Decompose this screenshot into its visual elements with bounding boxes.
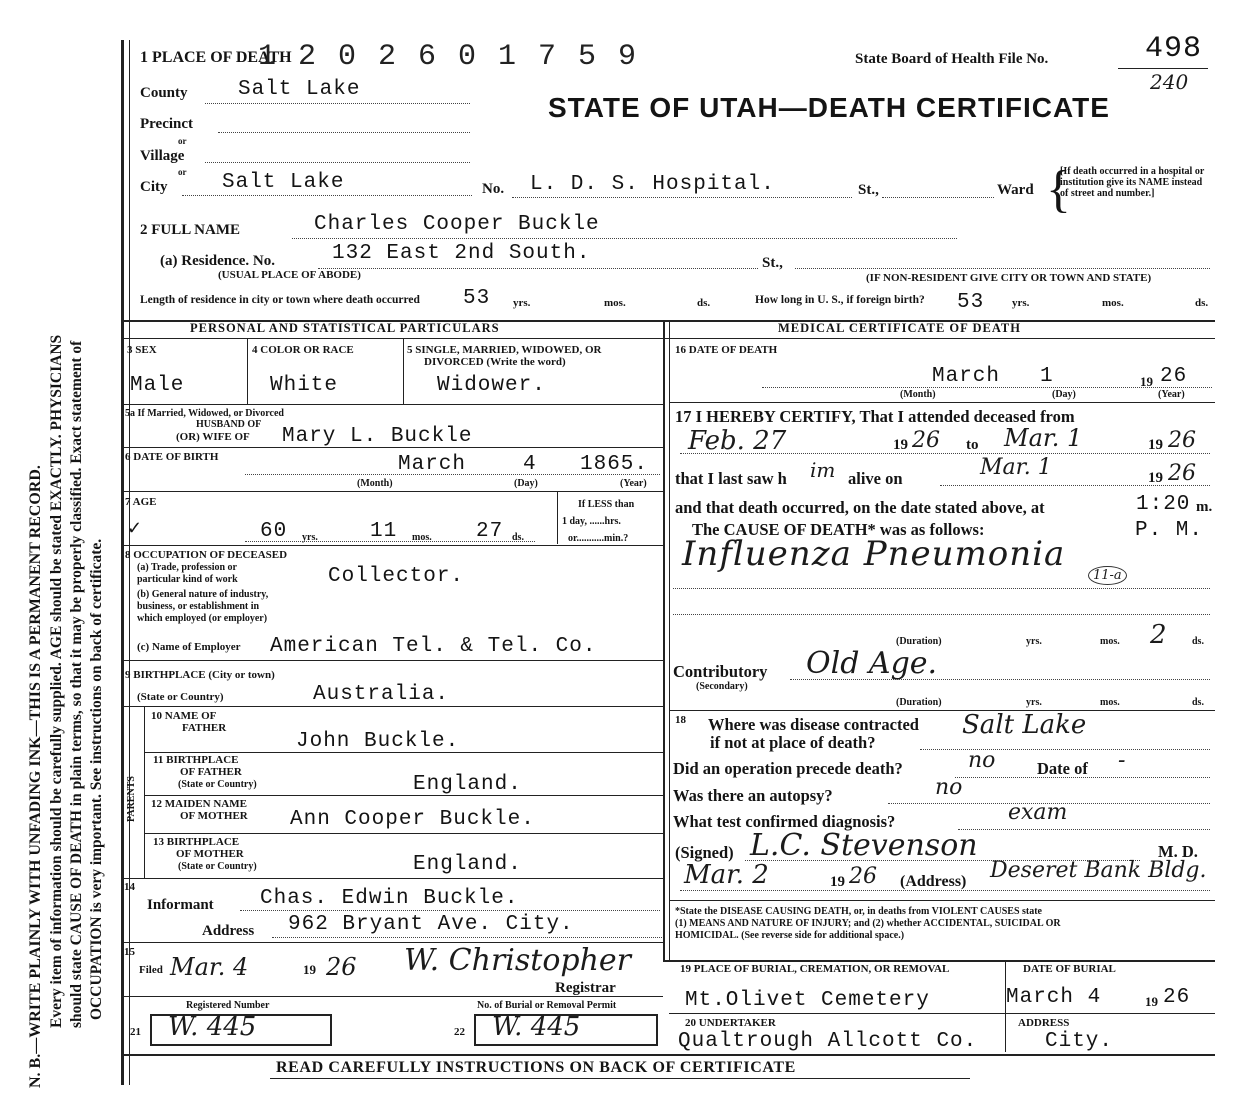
last-saw-date: Mar. 1	[980, 455, 1052, 480]
registrar-label: Registrar	[555, 980, 616, 996]
dob-year: 1865.	[580, 453, 649, 476]
burial-date-label: DATE OF BURIAL	[1023, 963, 1116, 975]
footer-instructions: READ CAREFULLY INSTRUCTIONS ON BACK OF CERTIFICATE	[276, 1059, 796, 1076]
spouse-value: Mary L. Buckle	[282, 425, 473, 448]
county-label: County	[140, 85, 188, 101]
employer-label: (c) Name of Employer	[137, 641, 241, 653]
county-value: Salt Lake	[238, 78, 361, 101]
filed-year: 26	[326, 953, 357, 981]
place-of-death-label: 1 PLACE OF DEATH	[140, 49, 292, 66]
length-residence-label: Length of residence in city or town where death occurred	[140, 294, 420, 306]
city-value: Salt Lake	[222, 171, 345, 194]
informant-label: Informant	[147, 897, 214, 913]
spouse-label: 5a If Married, Widowed, or Divorced	[125, 408, 284, 419]
test-value: exam	[1008, 800, 1068, 825]
margin-instruction-1: Every item of information should be carefully supplied. AGE should be stated EXACTLY. PHYSICIANS	[48, 334, 65, 1028]
certificate-title: STATE OF UTAH—DEATH CERTIFICATE	[548, 92, 1110, 123]
last-saw-year: 26	[1168, 461, 1196, 486]
contributory-label: Contributory	[673, 662, 768, 681]
employer-value: American Tel. & Tel. Co.	[270, 635, 597, 658]
contracted-label: Where was disease contracted	[708, 715, 919, 734]
burial-permit-label: No. of Burial or Removal Permit	[477, 1000, 617, 1011]
us-residence-years: 53	[957, 291, 985, 314]
time-of-death: 1:20	[1136, 493, 1191, 516]
sex-value: Male	[130, 374, 185, 397]
birthplace-label: 9 BIRTHPLACE (City or town)	[125, 669, 275, 681]
father-birthplace-value: England.	[413, 773, 522, 796]
signature-year: 26	[849, 864, 877, 889]
burial-place-value: Mt.Olivet Cemetery	[685, 989, 930, 1012]
age-label: 7 AGE	[125, 496, 157, 508]
father-birthplace-label: 11 BIRTHPLACE	[153, 754, 239, 766]
registered-number-label: Registered Number	[186, 1000, 270, 1011]
cause-instructions: *State the DISEASE CAUSING DEATH, or, in deaths from VIOLENT CAUSES state	[675, 906, 1042, 917]
burial-date: March 4	[1006, 986, 1102, 1009]
informant-value: Chas. Edwin Buckle.	[260, 887, 519, 910]
mother-label: 12 MAIDEN NAME	[151, 798, 247, 810]
burial-place-label: 19 PLACE OF BURIAL, CREMATION, OR REMOVAL	[680, 963, 950, 975]
left-border	[121, 40, 124, 1085]
last-saw-pronoun: im	[810, 458, 836, 482]
operation-label: Did an operation precede death?	[673, 759, 903, 778]
dob-day: 4	[523, 453, 537, 476]
residence-value: 132 East 2nd South.	[332, 242, 591, 265]
length-residence-years: 53	[463, 287, 491, 310]
contributory-value: Old Age.	[806, 646, 938, 681]
burial-year: 26	[1163, 986, 1191, 1009]
age-years: 60	[260, 520, 288, 543]
ward-label: Ward	[997, 182, 1034, 198]
filed-label: Filed	[139, 964, 163, 976]
cause-label: The CAUSE OF DEATH* was as follows:	[692, 520, 985, 539]
attended-to: Mar. 1	[1004, 424, 1083, 452]
file-no-secondary: 240	[1150, 70, 1189, 94]
attended-to-year: 26	[1168, 428, 1196, 453]
no-label: No.	[482, 181, 505, 197]
occupation-label: 8 OCCUPATION OF DECEASED	[125, 549, 288, 561]
ward-note: [If death occurred in a hospital or institution give its NAME instead of street and number.]	[1060, 166, 1205, 199]
age-days: 27	[476, 520, 504, 543]
mother-birthplace-value: England.	[413, 853, 522, 876]
birthplace-value: Australia.	[313, 683, 450, 706]
marital-value: Widower.	[437, 374, 546, 397]
autopsy-label: Was there an autopsy?	[673, 786, 833, 805]
date-of-death-label: 16 DATE OF DEATH	[675, 344, 778, 356]
hospital-value: L. D. S. Hospital.	[530, 173, 775, 196]
residence-label: (a) Residence. No.	[160, 253, 275, 269]
margin-instruction-2: should state CAUSE OF DEATH in plain terms, so that it may be properly classified. Exact statement of	[68, 340, 85, 1028]
signed-label: (Signed)	[675, 843, 734, 862]
time-am-pm: P. M.	[1135, 519, 1204, 542]
operation-date: -	[1118, 748, 1126, 773]
burial-permit-number: W. 445	[492, 1012, 581, 1042]
cause-of-death: Influenza Pneumonia	[682, 534, 1066, 574]
medical-heading: MEDICAL CERTIFICATE OF DEATH	[778, 321, 1021, 335]
abode-note: (USUAL PLACE OF ABODE)	[218, 269, 361, 281]
undertaker-value: Qualtrough Allcott Co.	[678, 1030, 978, 1053]
test-label: What test confirmed diagnosis?	[673, 812, 896, 831]
mother-birthplace-label: 13 BIRTHPLACE	[153, 836, 240, 848]
personal-heading: PERSONAL AND STATISTICAL PARTICULARS	[190, 321, 500, 335]
margin-notice: N. B.—WRITE PLAINLY WITH UNFADING INK—THIS IS A PERMANENT RECORD.	[27, 465, 44, 1088]
serial-number: 1 2 0 2 6 0 1 7 5 9	[258, 40, 639, 74]
precinct-label: Precinct	[140, 116, 194, 132]
margin-instruction-3: OCCUPATION is very important. See instructions on back of certificate.	[88, 538, 105, 1020]
race-label: 4 COLOR OR RACE	[252, 344, 354, 356]
father-label: 10 NAME OF	[151, 710, 217, 722]
mother-value: Ann Cooper Buckle.	[290, 808, 535, 831]
filed-date: Mar. 4	[170, 953, 249, 981]
last-saw-label: that I last saw h	[675, 469, 787, 488]
duration-days: 2	[1150, 620, 1167, 650]
file-no-label: State Board of Health File No.	[855, 51, 1049, 67]
attended-from: Feb. 27	[688, 426, 787, 456]
cause-code: 11-a	[1088, 566, 1127, 585]
left-border-inner	[129, 40, 130, 1085]
physician-address: Deseret Bank Bldg.	[990, 858, 1207, 883]
registrar-signature: W. Christopher	[404, 943, 632, 978]
st-label: St.,	[858, 182, 879, 198]
father-value: John Buckle.	[296, 730, 460, 753]
undertaker-address-label: ADDRESS	[1018, 1017, 1070, 1029]
date-of-death-day: 1	[1040, 365, 1054, 388]
residence-st: St.,	[762, 255, 783, 271]
date-of-death-month: March	[932, 365, 1001, 388]
nonresident-note: (IF NON-RESIDENT GIVE CITY OR TOWN AND STATE)	[866, 272, 1152, 284]
dob-label: 6 DATE OF BIRTH	[125, 451, 219, 463]
informant-address-value: 962 Bryant Ave. City.	[288, 913, 574, 936]
marital-label: 5 SINGLE, MARRIED, WIDOWED, OR	[407, 344, 602, 356]
contracted-value: Salt Lake	[962, 710, 1087, 740]
autopsy-value: no	[935, 775, 963, 800]
physician-address-label: (Address)	[900, 873, 967, 890]
dob-month: March	[398, 453, 467, 476]
city-label: City	[140, 179, 168, 195]
undertaker-label: 20 UNDERTAKER	[685, 1017, 776, 1029]
full-name-label: 2 FULL NAME	[140, 222, 241, 238]
date-of-death-year: 26	[1160, 365, 1188, 388]
us-residence-label: How long in U. S., if foreign birth?	[755, 294, 925, 306]
informant-address-label: Address	[202, 923, 255, 939]
registered-number: W. 445	[168, 1012, 257, 1042]
parents-label: PARENTS	[126, 776, 137, 822]
certify-statement: 17 I HEREBY CERTIFY, That I attended deceased from	[675, 407, 1075, 426]
operation-value: no	[968, 748, 996, 773]
full-name-value: Charles Cooper Buckle	[314, 213, 600, 236]
file-no: 498	[1145, 32, 1203, 66]
signature-date: Mar. 2	[684, 860, 769, 890]
sex-label: 3 SEX	[127, 344, 157, 356]
time-of-death-label: and that death occurred, on the date stated above, at	[675, 498, 1045, 517]
age-months: 11	[370, 520, 398, 543]
physician-signature: L.C. Stevenson	[750, 828, 978, 863]
occupation-value: Collector.	[328, 565, 465, 588]
village-label: Village	[140, 148, 185, 164]
attended-from-year: 26	[912, 428, 940, 453]
undertaker-address: City.	[1045, 1030, 1114, 1053]
race-value: White	[270, 374, 339, 397]
